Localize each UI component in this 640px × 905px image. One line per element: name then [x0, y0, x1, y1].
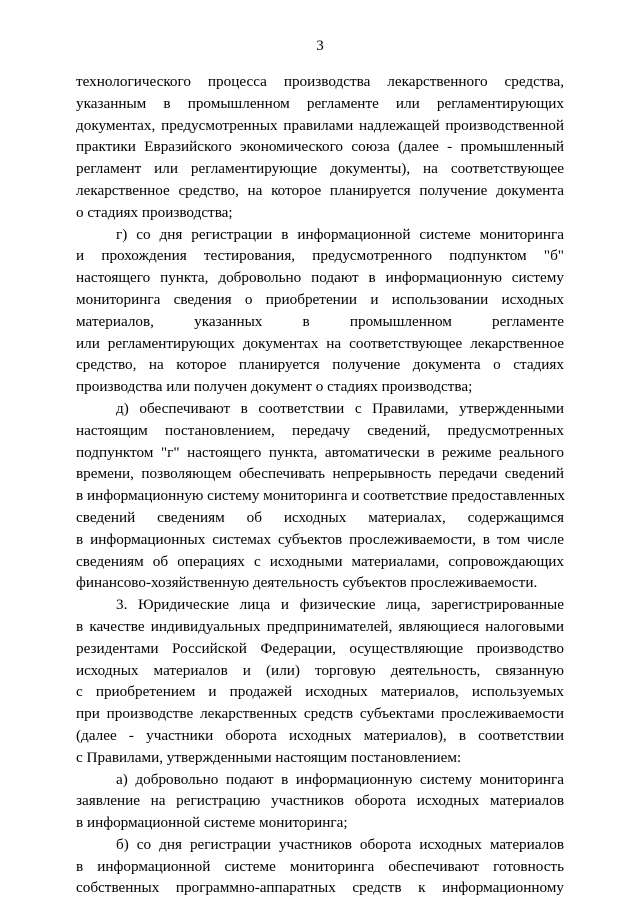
text-line: в информационной системе мониторинга;	[76, 814, 348, 832]
paragraph-item-b	[76, 834, 564, 899]
text-line: подпунктом "г" настоящего пункта, автоматически в режиме реального	[76, 443, 564, 461]
text-line: 3. Юридические лица и физические лица, зарегистрированные	[116, 596, 564, 614]
text-line: а) добровольно подают в информационную систему мониторинга	[116, 770, 564, 788]
text-line: настоящего пункта, добровольно подают в информационную систему	[76, 269, 564, 287]
text-line: лекарственное средство, на которое планируется получение документа	[76, 181, 564, 199]
document-body	[76, 71, 564, 899]
text-line: сведений сведениям об исходных материалах, содержащимся	[76, 508, 564, 526]
text-line: практики Евразийского экономического союза (далее - промышленный	[76, 138, 564, 156]
text-line: резидентами Российской Федерации, осуществляющие производство	[76, 639, 564, 657]
text-line: с приобретением и продажей исходных материалов, используемых	[76, 683, 564, 701]
paragraph-item-g	[76, 224, 564, 398]
text-line: в информационных системах субъектов прослеживаемости, в том числе	[76, 530, 564, 548]
text-line: г) со дня регистрации в информационной системе мониторинга	[116, 225, 564, 243]
text-line: с Правилами, утвержденными настоящим постановлением:	[76, 748, 462, 766]
text-line: документах, предусмотренных правилами надлежащей производственной	[76, 116, 564, 134]
text-line: регламент или регламентирующие документы), на соответствующее	[76, 160, 564, 178]
text-line: финансово-хозяйственную деятельность субъектов прослеживаемости.	[76, 574, 538, 592]
paragraph-item-a	[76, 769, 564, 834]
text-line: указанным в промышленном регламенте или регламентирующих	[76, 94, 564, 112]
page-number: 3	[316, 38, 324, 54]
text-line: д) обеспечивают в соответствии с Правилами, утвержденными	[116, 399, 564, 417]
text-line: сведениям об операциях с исходными материалами, сопровождающих	[76, 552, 564, 570]
text-line: времени, позволяющем обеспечивать непрерывность передачи сведений	[76, 465, 564, 483]
text-line: технологического процесса производства лекарственного средства,	[76, 73, 564, 90]
text-line: б) со дня регистрации участников оборота исходных материалов	[116, 835, 564, 853]
paragraph-item-3	[76, 594, 564, 768]
text-line: в информационную систему мониторинга и соответствие предоставленных	[76, 487, 565, 505]
text-line: собственных программно-аппаратных средств к информационному	[76, 879, 564, 897]
text-line: при производстве лекарственных средств субъектами прослеживаемости	[76, 705, 564, 723]
text-line: исходных материалов и (или) торговую деятельность, связанную	[76, 661, 564, 679]
text-line: материалов, указанных в промышленном регламенте	[76, 312, 564, 330]
text-line: (далее - участники оборота исходных материалов), в соответствии	[76, 726, 564, 744]
text-line: средство, на которое планируется получение документа о стадиях	[76, 356, 564, 374]
text-line: мониторинга сведения о приобретении и использовании исходных	[76, 290, 564, 308]
text-line: о стадиях производства;	[76, 203, 233, 221]
paragraph-continuation	[76, 71, 564, 224]
paragraph-item-d	[76, 398, 564, 594]
text-line: и прохождения тестирования, предусмотренного подпунктом "б"	[76, 247, 564, 265]
text-line: заявление на регистрацию участников оборота исходных материалов	[76, 792, 564, 810]
text-line: производства или получен документ о стадиях производства;	[76, 378, 473, 396]
text-line: или регламентирующих документах на соответствующее лекарственное	[76, 334, 564, 352]
text-line: в качестве индивидуальных предпринимателей, являющиеся налоговыми	[76, 617, 564, 635]
text-line: в информационной системе мониторинга обеспечивают готовность	[76, 857, 564, 875]
text-line: настоящим постановлением, передачу сведений, предусмотренных	[76, 421, 564, 439]
